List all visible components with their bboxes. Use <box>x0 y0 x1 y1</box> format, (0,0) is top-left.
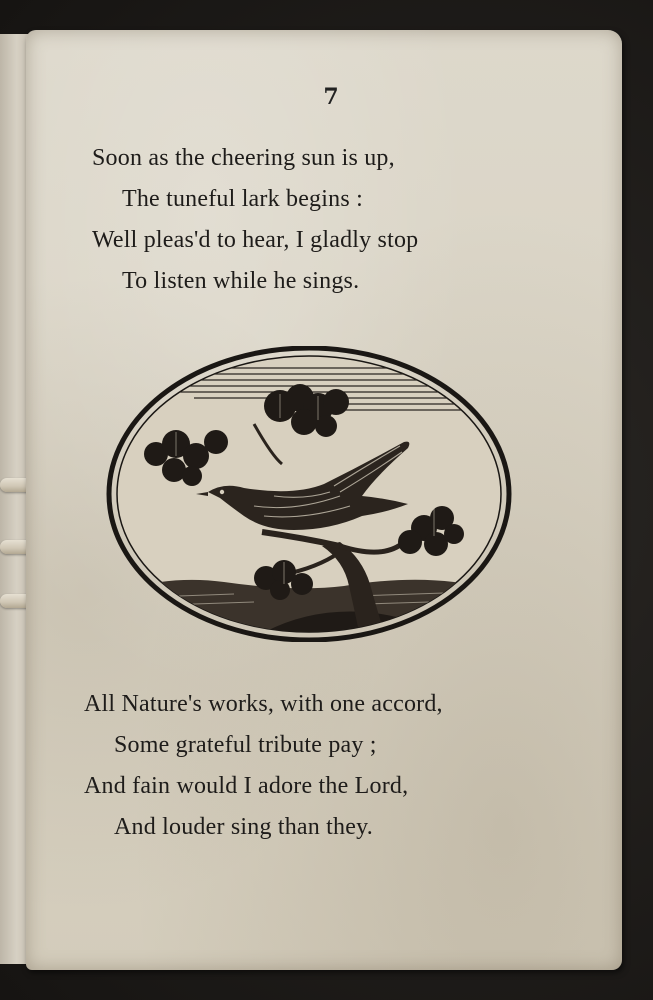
page-number: 7 <box>323 84 339 110</box>
verse-line: And fain would I adore the Lord, <box>84 773 409 799</box>
verse-line: Well pleas'd to hear, I gladly stop <box>92 227 419 253</box>
verse-line: All Nature's works, with one accord, <box>84 691 443 717</box>
verse-line: And louder sing than they. <box>114 814 373 840</box>
verse-line: Some grateful tribute pay ; <box>114 732 377 758</box>
verse-line: The tuneful lark begins : <box>122 186 363 212</box>
book-page <box>26 30 622 970</box>
stanza-2 <box>84 684 443 848</box>
verse-line: To listen while he sings. <box>122 268 360 294</box>
verse-line: Soon as the cheering sun is up, <box>92 145 395 171</box>
stanza-1 <box>92 138 418 302</box>
bird-woodcut-illustration <box>104 346 514 642</box>
